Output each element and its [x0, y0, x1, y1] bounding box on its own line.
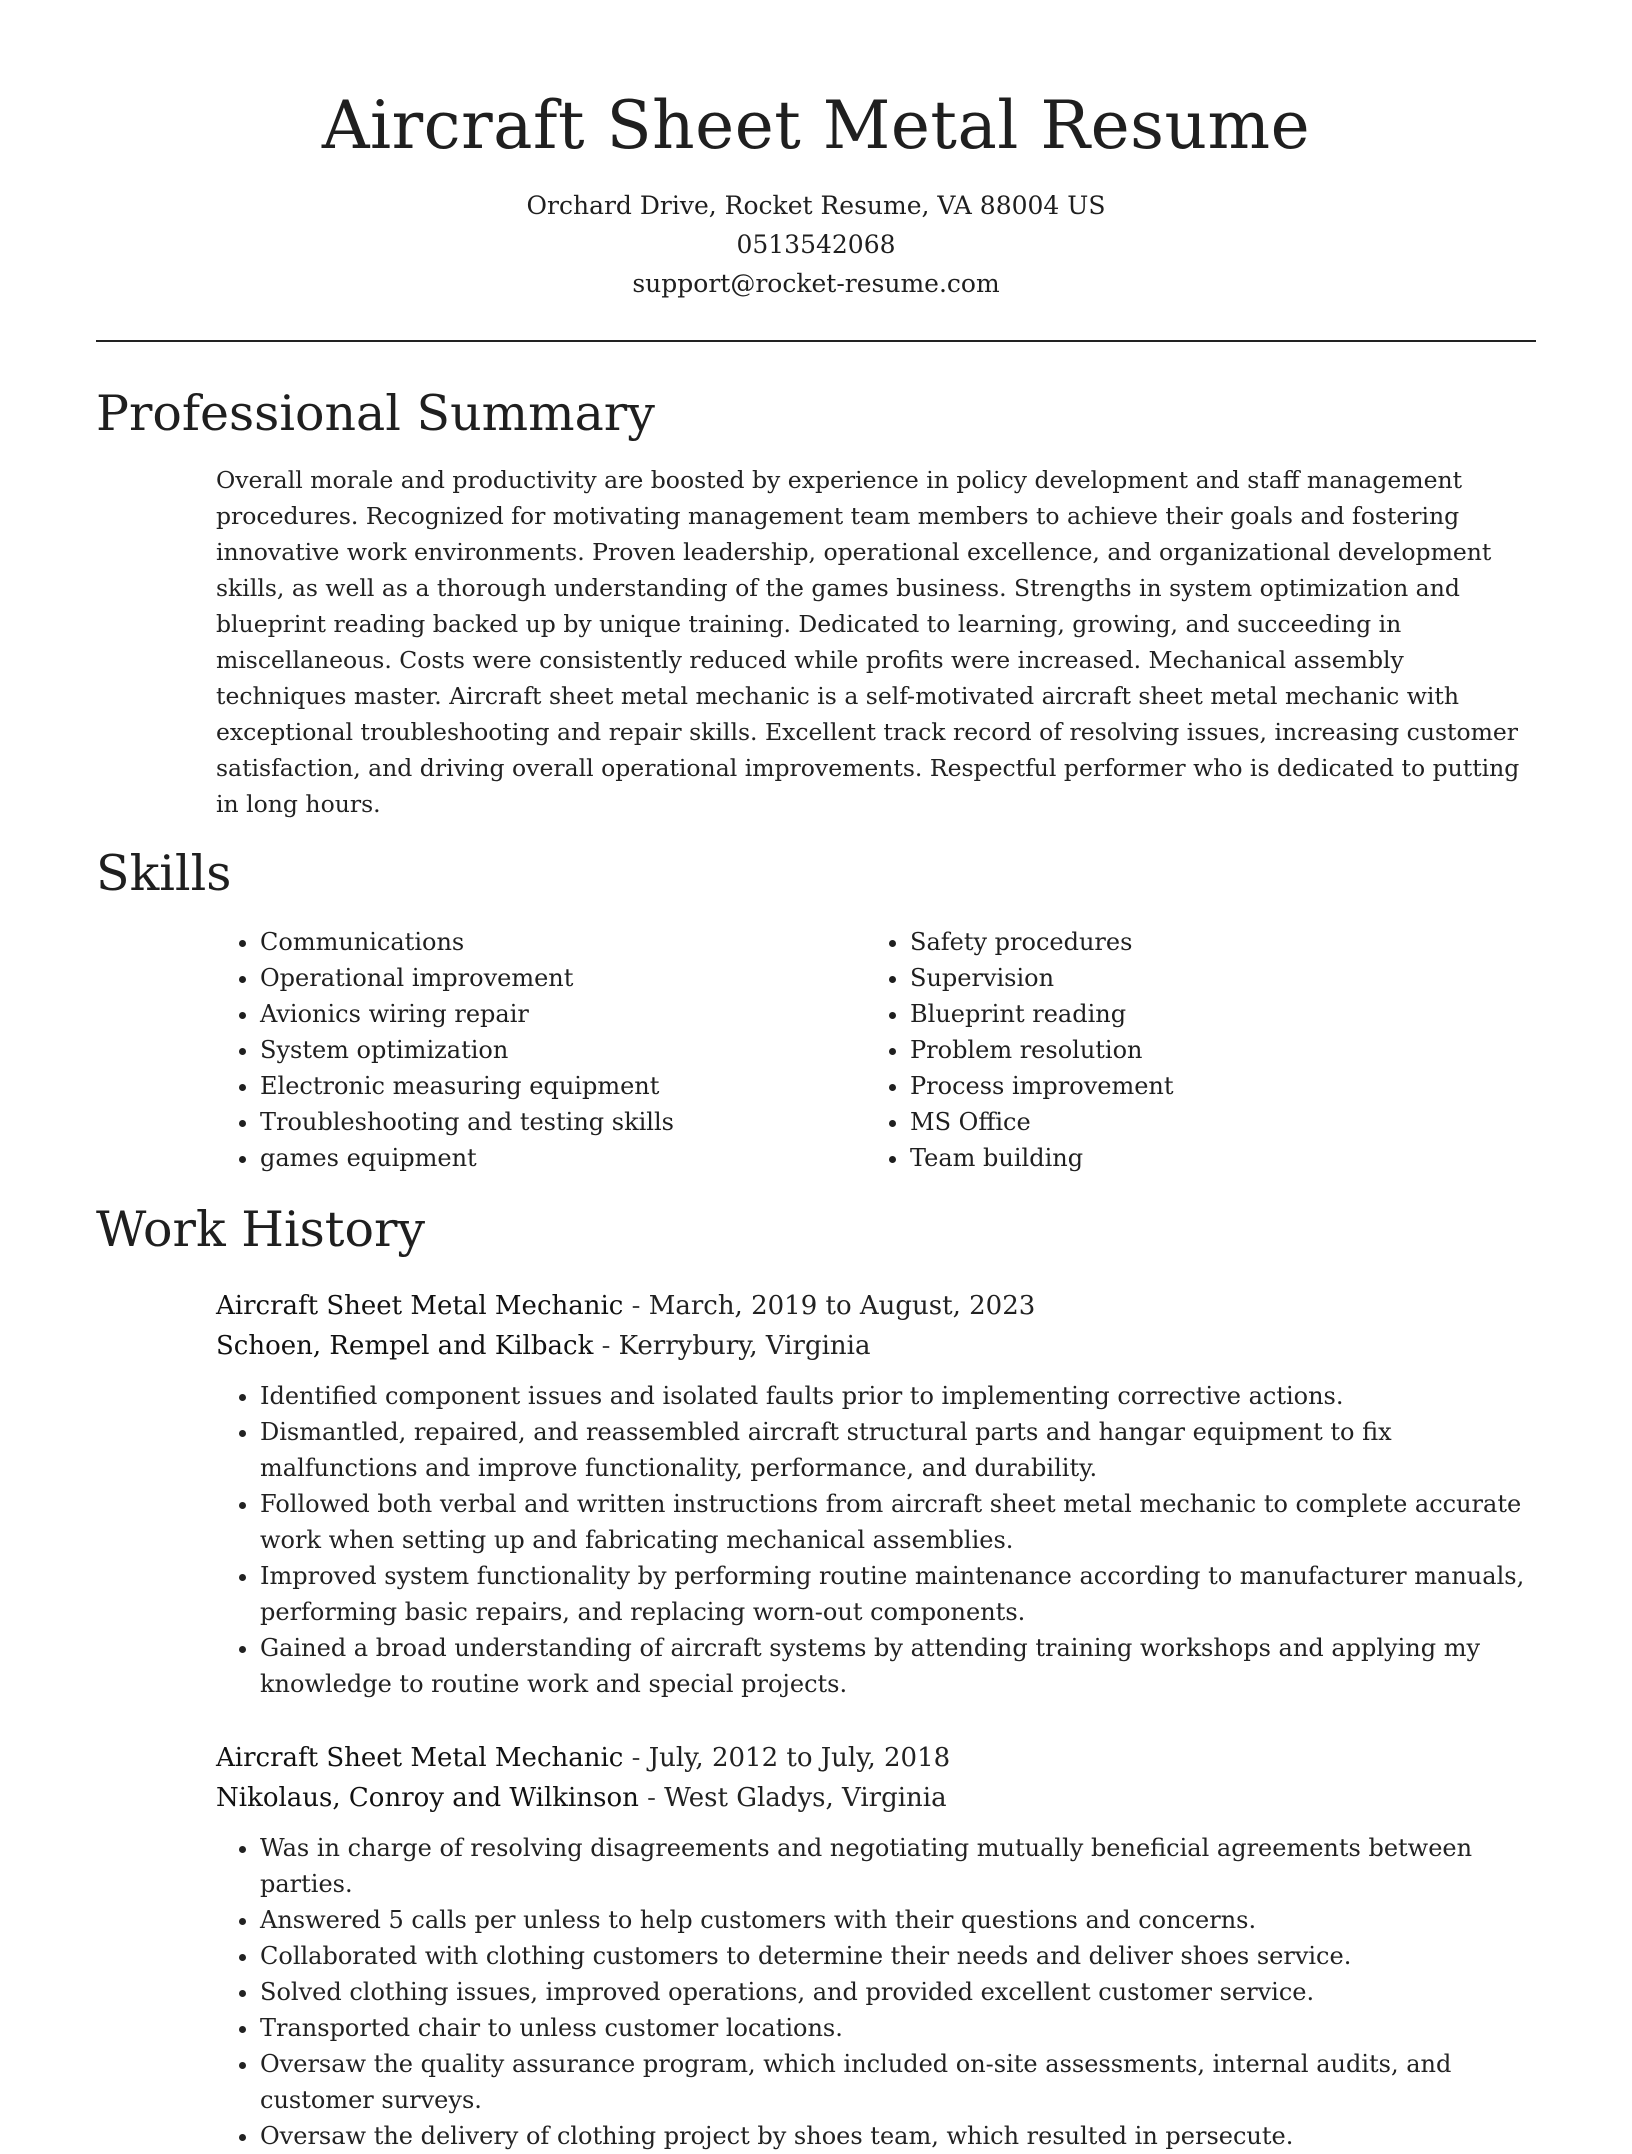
skills-heading: Skills	[96, 845, 232, 902]
job-company-line	[216, 1778, 1536, 1818]
job-entry	[216, 1738, 1536, 2154]
contact-phone: 0513542068	[736, 230, 896, 259]
job-separator: -	[593, 1331, 619, 1361]
skill-item: • Electronic measuring equipment	[260, 1068, 866, 1104]
contact-block	[96, 186, 1536, 303]
resume-header	[96, 0, 1536, 303]
job-bullet: • Followed both verbal and written instructions from aircraft sheet metal mechanic to complete accurate work when setting up and fabricating mechanical assemblies.	[260, 1486, 1536, 1558]
skill-item: • Supervision	[910, 960, 1466, 996]
job-bullet: • Oversaw the delivery of clothing project by shoes team, which resulted in persecute.	[260, 2118, 1536, 2154]
skill-item: • System optimization	[260, 1032, 866, 1068]
skill-item: • Problem resolution	[910, 1032, 1466, 1068]
work-history-section	[96, 1198, 1536, 2154]
job-title: Aircraft Sheet Metal Mechanic	[216, 1743, 624, 1773]
skills-section	[96, 842, 1536, 1176]
job-dates: March, 2019 to August, 2023	[648, 1291, 1036, 1321]
skill-item: • games equipment	[260, 1140, 866, 1176]
job-bullet: • Dismantled, repaired, and reassembled aircraft structural parts and hangar equipment to fix malfunctions and improve functionality, performance, and durability.	[260, 1414, 1536, 1486]
skill-item: • Safety procedures	[910, 924, 1466, 960]
job-company: Schoen, Rempel and Kilback	[216, 1331, 594, 1361]
summary-text: Overall morale and productivity are boosted by experience in policy development and staff management procedures. Recognized for motivating management team members to achieve their goals and fostering innovative work environments. Proven leadership, operational excellence, and organizational development skills, as well as a thorough understanding of the games business. Strengths in system optimization and blueprint reading backed up by unique training. Dedicated to learning, growing, and succeeding in miscellaneous. Costs were consistently reduced while profits were increased. Mechanical assembly techniques master. Aircraft sheet metal mechanic is a self-motivated aircraft sheet metal mechanic with exceptional troubleshooting and repair skills. Excellent track record of resolving issues, increasing customer satisfaction, and driving overall operational improvements. Respectful performer who is dedicated to putting in long hours.	[216, 466, 1520, 818]
job-title-line	[216, 1286, 1536, 1326]
contact-email: support@rocket-resume.com	[632, 269, 1000, 298]
skills-column-right	[866, 924, 1466, 1176]
skills-column-left	[216, 924, 866, 1176]
job-separator: -	[638, 1783, 665, 1813]
job-bullet: • Answered 5 calls per unless to help customers with their questions and concerns.	[260, 1902, 1536, 1938]
job-dates: July, 2012 to July, 2018	[648, 1743, 951, 1773]
job-bullet: • Improved system functionality by performing routine maintenance according to manufacturer manuals, performing basic repairs, and replacing worn-out components.	[260, 1558, 1536, 1630]
job-separator: -	[623, 1743, 649, 1773]
header-divider	[96, 340, 1536, 342]
job-entry	[216, 1286, 1536, 1702]
job-company-line	[216, 1326, 1536, 1366]
job-separator: -	[623, 1291, 649, 1321]
job-company: Nikolaus, Conroy and Wilkinson	[216, 1783, 639, 1813]
skill-item: • Process improvement	[910, 1068, 1466, 1104]
job-bullets	[216, 1378, 1536, 1702]
job-bullet: • Was in charge of resolving disagreements and negotiating mutually beneficial agreements between parties.	[260, 1830, 1536, 1902]
job-title: Aircraft Sheet Metal Mechanic	[216, 1291, 624, 1321]
summary-section	[96, 382, 1536, 822]
job-bullet: • Oversaw the quality assurance program, which included on-site assessments, internal audits, and customer surveys.	[260, 2046, 1536, 2118]
job-bullet: • Transported chair to unless customer locations.	[260, 2010, 1536, 2046]
job-location: Kerrybury, Virginia	[618, 1331, 871, 1361]
skill-item: • Operational improvement	[260, 960, 866, 996]
job-location: West Gladys, Virginia	[664, 1783, 947, 1813]
skill-item: • Team building	[910, 1140, 1466, 1176]
resume-title: Aircraft Sheet Metal Resume	[321, 87, 1311, 164]
job-bullets	[216, 1830, 1536, 2154]
work-history-heading: Work History	[96, 1201, 426, 1258]
skill-item: • Communications	[260, 924, 866, 960]
job-bullet: • Gained a broad understanding of aircraft systems by attending training workshops and applying my knowledge to routine work and special projects.	[260, 1630, 1536, 1702]
job-bullet: • Identified component issues and isolated faults prior to implementing corrective actions.	[260, 1378, 1536, 1414]
job-bullet: • Solved clothing issues, improved operations, and provided excellent customer service.	[260, 1974, 1536, 2010]
summary-heading: Professional Summary	[96, 385, 655, 442]
job-title-line	[216, 1738, 1536, 1778]
job-bullet: • Collaborated with clothing customers to determine their needs and deliver shoes service.	[260, 1938, 1536, 1974]
contact-address: Orchard Drive, Rocket Resume, VA 88004 US	[526, 191, 1106, 220]
skill-item: • Troubleshooting and testing skills	[260, 1104, 866, 1140]
skill-item: • MS Office	[910, 1104, 1466, 1140]
skills-grid	[216, 924, 1536, 1176]
skill-item: • Avionics wiring repair	[260, 996, 866, 1032]
skill-item: • Blueprint reading	[910, 996, 1466, 1032]
